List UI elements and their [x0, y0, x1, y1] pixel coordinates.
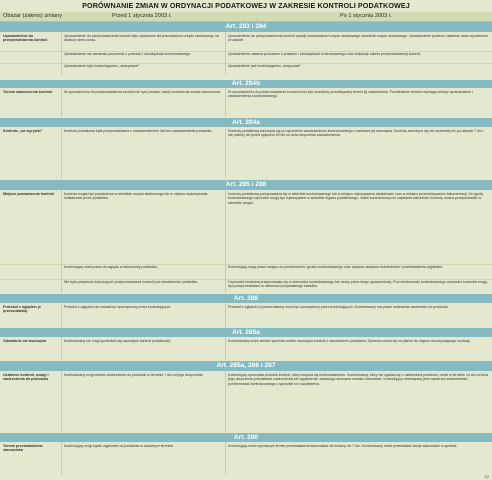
table-cell-area: Miejsce prowadzenia kontroli — [3, 192, 55, 196]
column-divider — [225, 371, 226, 432]
column-divider — [61, 127, 62, 178]
section-band: Art. 285a — [0, 328, 492, 337]
table-cell-area: Kontrole „na wyrywki” — [3, 129, 43, 133]
section-band: Art. 290 — [0, 433, 492, 442]
section-band: Art. 285 i 288 — [0, 180, 492, 190]
column-divider — [225, 303, 226, 327]
table-cell-after: W upoważnieniu do przeprowadzenia kontroli musi być określony przewidywany termin jej zakończenia. Przedłużenie terminu wymaga zmiany upoważnienia i zawiadomienia kontrolowanego. — [228, 90, 473, 99]
table-cell-before: Upoważnienie nie zawierało pouczenia o prawach i obowiązkach kontrolowanego. — [64, 52, 192, 56]
table-cell-before: Upoważnienie do przeprowadzenia kontroli było wydawane dla pracowników urzędu skarbowego na dłuższy okres czasu. — [64, 34, 219, 43]
table-cell-after: Protokół z oględzin (z przeszukania) musi być sporządzony przez kontrolujących. Kontrolowany ma prawo wniesienia zastrzeżeń do protokołu. — [228, 305, 449, 309]
table-cell-area — [3, 64, 58, 74]
column-divider — [61, 371, 62, 432]
table-cell-area: Protokół z oględzin (z przeszukania) — [3, 305, 41, 314]
column-header-area: Obszar (zakres) zmiany — [3, 13, 63, 19]
column-divider — [225, 442, 226, 475]
column-divider — [61, 337, 62, 360]
table-cell-after: Upoważnienie do przeprowadzenia kontroli wydaje pracownikowi urzędu skarbowego naczelnik urzędu skarbowego. Upoważnienie powinno zawierać dane wymienione w ustawie. — [228, 34, 489, 43]
column-divider — [61, 190, 62, 293]
column-header-after: Po 1 stycznia 2003 r. — [340, 13, 392, 19]
table-cell-before: Kontrolujący mieli prawo do wglądu w dokumenty podatnika. — [64, 265, 158, 269]
section-band: Art. 284b — [0, 80, 492, 88]
page-title: PORÓWNANIE ZMIAN W ORDYNACJI PODATKOWEJ W ZAKRESIE KONTROLI PODATKOWEJ — [82, 1, 410, 10]
table-cell-area: Ustalenie kontroli, uwagi i zastrzeżenia do protokołu — [3, 373, 49, 382]
page-number: 1/2 — [484, 475, 489, 479]
section-band: Art. 284a — [0, 118, 492, 127]
column-divider — [225, 88, 226, 117]
column-divider — [61, 303, 62, 327]
table-cell-before: Upoważnienie było kontrolującemu „okazywane”. — [64, 64, 140, 68]
section-band: Art. 283 i 284 — [0, 22, 492, 32]
table-cell-area — [3, 280, 58, 292]
column-divider — [61, 88, 62, 117]
table-cell-before: Kontrola podatkowa była przeprowadzana z zawiadomieniem lub bez zawiadomienia podatnika. — [64, 129, 213, 133]
table-cell-before: Kontrolowany nie mógł sprzeciwić się wszczęciu kontroli podatkowej. — [64, 339, 171, 343]
table-cell-after: Kontrolujący sporządza protokół kontroli, który doręcza się kontrolowanemu. Kontrolowany, który nie zgadza się z ustaleniami protokołu, może w terminie 14 dni od dnia jego doręczenia przedstawić zastrzeżenia lub wyjaśnienia, wskazując stosowne wnioski dowodowe. Kontrolujący obowiązany jest rozpatrzyć zastrzeżenia i poinformować kontrolowanego o sposobie ich rozpatrzenia. — [228, 373, 489, 386]
table-cell-before: Kontrola mogła być prowadzona w siedzibie urzędu skarbowego lub w miejscu wykonywania działalności przez podatnika. — [64, 192, 208, 201]
table-cell-area: Termin zakończenia kontroli — [3, 90, 53, 94]
table-cell-area — [3, 265, 58, 278]
column-divider — [225, 127, 226, 178]
table-cell-after: Kontrolujący może wyznaczyć termin przedstawienia stanowiska nie krótszy niż 7 dni. Kontrolowany może przedstawić swoje stanowisko w sprawie. — [228, 444, 458, 448]
table-cell-after: Upoważnienie zawiera pouczenie o prawach i obowiązkach kontrolowanego oraz wskazuje zakres przeprowadzanej kontroli. — [228, 52, 421, 56]
table-cell-area — [3, 52, 58, 63]
column-divider — [61, 442, 62, 475]
table-cell-area: Termin przedstawienia stanowiska — [3, 444, 43, 453]
table-cell-before: Kontrolowany mógł wnieść zastrzeżenia do protokołu w terminie 7 dni od jego doręczenia. — [64, 373, 204, 377]
section-band: Art. 285a, 286 i 287 — [0, 361, 492, 371]
column-header-before: Przed 1 stycznia 2003 r. — [112, 13, 172, 19]
table-cell-after: Czynności kontrolne przeprowadza się w obecności kontrolowanego lub osoby przez niego upoważnionej. Pod nieobecność kontrolowanego czynności kontrolne mogą być przeprowadzane w obecności przywołanego świadka. — [228, 280, 488, 289]
column-divider — [225, 337, 226, 360]
table-cell-after: Upoważnienie jest kontrolującemu „doręczane”. — [228, 64, 302, 68]
table-cell-area: Odwołanie od wszczęcia — [3, 339, 47, 343]
table-cell-before: Protokół z oględzin nie musiał być sporządzony przez kontrolujących. — [64, 305, 172, 309]
column-divider — [61, 32, 62, 75]
table-cell-after: Kontrolę podatkową przeprowadza się w siedzibie kontrolowanego lub w miejscu wykonywania działalności oraz w miejscu przechowywania dokumentacji. Za zgodą kontrolowanego czynności mogą być wykonywane w siedzibie organu podatkowego. Jeżeli kontrolowany nie zapewnia warunków, kontrolę można przeprowadzić w siedzibie urzędu. — [228, 192, 484, 205]
table-cell-after: Kontrolowany może wnieść sprzeciw wobec wszczęcia kontroli z naruszeniem przepisów. Sprzeciw wnosi się na piśmie do organu wszczynającego kontrolę. — [228, 339, 471, 343]
column-divider — [225, 32, 226, 75]
table-cell-before: W upoważnieniu do przeprowadzenia kontroli nie było podane, kiedy kontrola ma zostać zakończona. — [64, 90, 222, 94]
table-cell-after: Kontrolujący mają prawo wstępu do pomieszczeń i gruntu kontrolowanego oraz żądania okazania dokumentów i przedstawienia wyjaśnień. — [228, 265, 444, 269]
table-cell-area: Upoważnienie do przeprowadzenia kontroli — [3, 34, 48, 43]
section-band: Art. 288 — [0, 294, 492, 303]
table-cell-before: Nie było przepisów dotyczących przeprowadzania kontroli pod nieobecność podatnika. — [64, 280, 199, 284]
column-divider — [225, 190, 226, 293]
table-header — [0, 12, 492, 22]
table-cell-after: Kontrolę podatkową wszczyna się po uprzednim zawiadomieniu kontrolowanego o zamiarze jej wszczęcia. Kontrolę wszczyna się nie wcześniej niż po upływie 7 dni i nie później niż przed upływem 30 dni od dnia doręczenia zawiadomienia. — [228, 129, 484, 138]
table-cell-before: Kontrolujący mógł żądać wyjaśnień od podatnika w dowolnym terminie. — [64, 444, 175, 448]
